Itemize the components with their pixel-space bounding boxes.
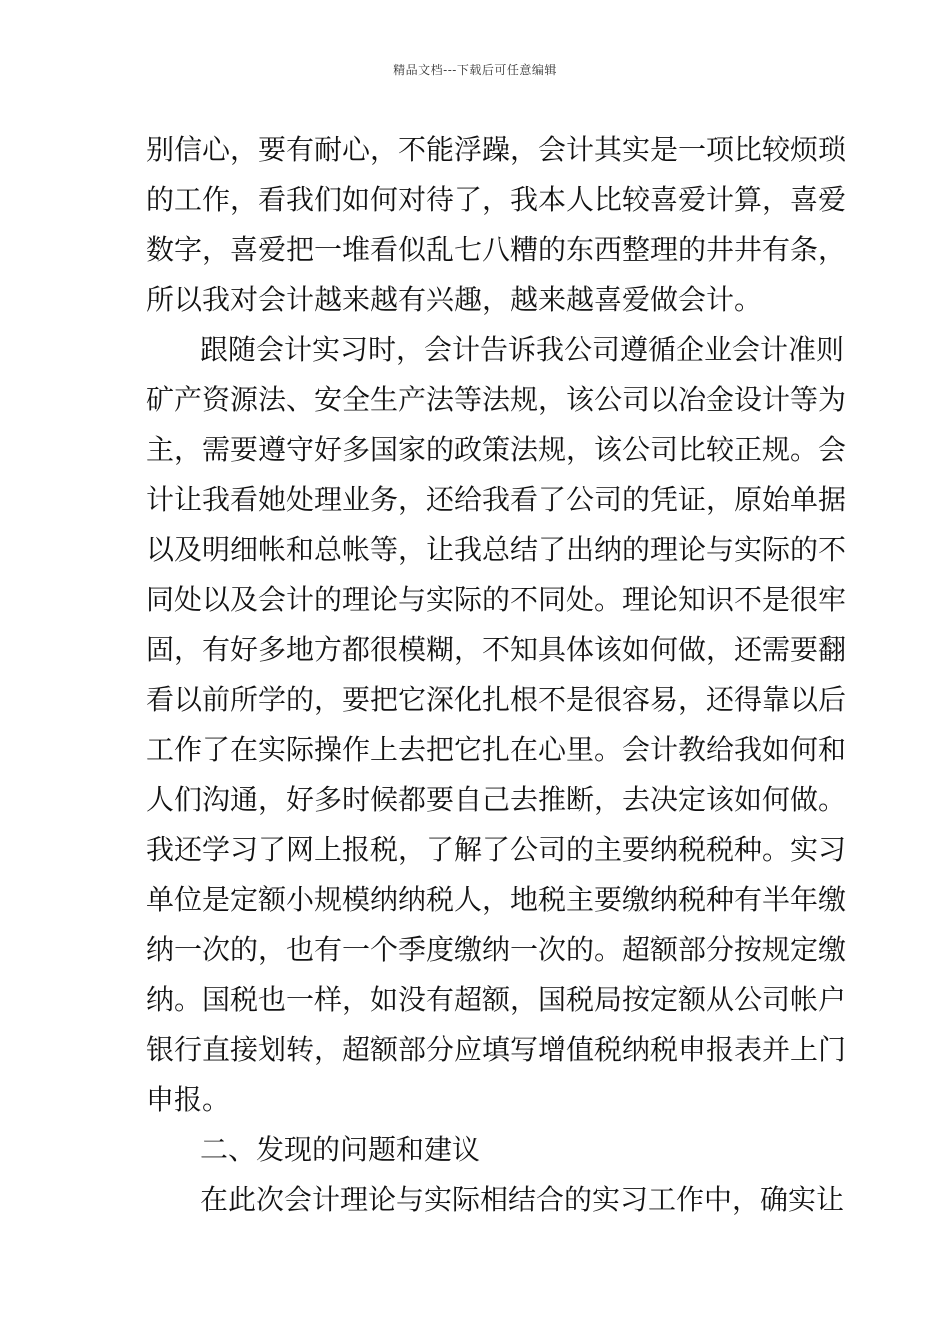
body-line: 固，有好多地方都很模糊，不知具体该如何做，还需要翻 <box>146 633 847 666</box>
body-line: 工作了在实际操作上去把它扎在心里。会计教给我如何和 <box>146 733 847 766</box>
body-line: 申报。 <box>146 1083 231 1116</box>
body-line: 主，需要遵守好多国家的政策法规，该公司比较正规。会 <box>146 433 847 466</box>
body-line: 同处以及会计的理论与实际的不同处。理论知识不是很牢 <box>146 583 847 616</box>
body-line: 所以我对会计越来越有兴趣，越来越喜爱做会计。 <box>146 283 763 316</box>
body-line: 我还学习了网上报税，了解了公司的主要纳税税种。实习 <box>146 833 847 866</box>
body-line: 人们沟通，好多时候都要自己去推断，去决定该如何做。 <box>146 783 847 816</box>
paragraph-first-line: 在此次会计理论与实际相结合的实习工作中，确实让 <box>200 1183 845 1216</box>
body-line: 纳。国税也一样，如没有超额，国税局按定额从公司帐户 <box>146 983 847 1016</box>
body-line: 单位是定额小规模纳纳税人，地税主要缴纳税种有半年缴 <box>146 883 847 916</box>
body-line: 别信心，要有耐心，不能浮躁，会计其实是一项比较烦琐 <box>146 133 847 166</box>
section-heading: 二、发现的问题和建议 <box>200 1133 481 1166</box>
body-line: 数字，喜爱把一堆看似乱七八糟的东西整理的井井有条， <box>146 233 847 266</box>
paragraph-first-line: 跟随会计实习时，会计告诉我公司遵循企业会计准则 <box>200 333 845 366</box>
body-line: 银行直接划转，超额部分应填写增值税纳税申报表并上门 <box>146 1033 847 1066</box>
body-line: 以及明细帐和总帐等，让我总结了出纳的理论与实际的不 <box>146 533 847 566</box>
body-line: 纳一次的，也有一个季度缴纳一次的。超额部分按规定缴 <box>146 933 847 966</box>
body-line: 矿产资源法、安全生产法等法规，该公司以冶金设计等为 <box>146 383 847 416</box>
page-header: 精品文档---下载后可任意编辑 <box>393 63 557 77</box>
body-line: 的工作，看我们如何对待了，我本人比较喜爱计算，喜爱 <box>146 183 847 216</box>
body-line: 看以前所学的，要把它深化扎根不是很容易，还得靠以后 <box>146 683 847 716</box>
body-line: 计让我看她处理业务，还给我看了公司的凭证，原始单据 <box>146 483 847 516</box>
